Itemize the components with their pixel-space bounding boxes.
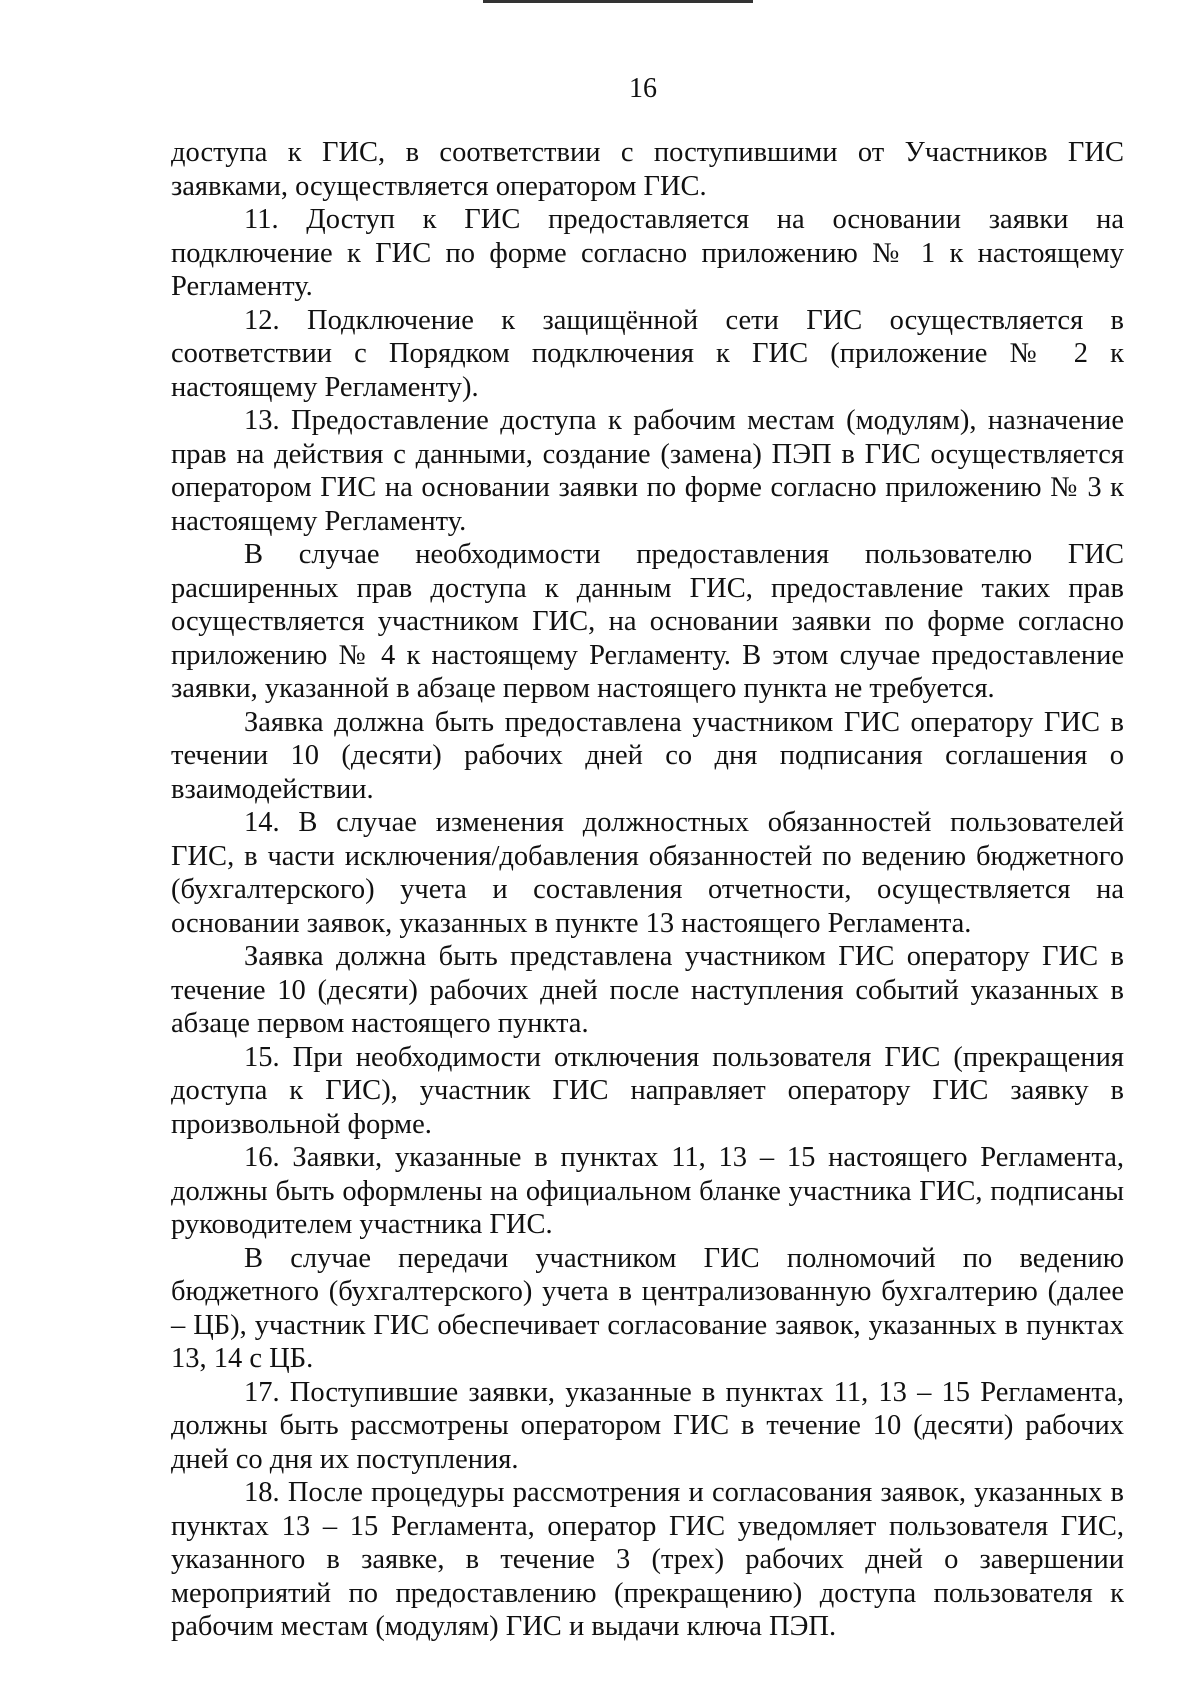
paragraph-item-18: 18. После процедуры рассмотрения и согласования заявок, указанных в пунктах 13 – 15 Регламента, оператор ГИС уведомляет пользователя ГИС, указанного в заявке, в течение 3 (трех) рабочих дней о завершении мероприятий по предоставлению (прекращению) доступа пользователя к рабочим местам (модулям) ГИС и выдачи ключа ПЭП. — [171, 1477, 1124, 1642]
document-body — [171, 136, 1124, 1644]
paragraph-item-16-cb: В случае передачи участником ГИС полномочий по ведению бюджетного (бухгалтерского) учета в централизованную бухгалтерию (далее – ЦБ), участник ГИС обеспечивает согласование заявок, указанных в пунктах 13, 14 с ЦБ. — [171, 1242, 1124, 1374]
paragraph-item-11: 11. Доступ к ГИС предоставляется на основании заявки на подключение к ГИС по форме согласно приложению № 1 к настоящему Регламенту. — [171, 204, 1124, 302]
paragraph-item-17: 17. Поступившие заявки, указанные в пунктах 11, 13 – 15 Регламента, должны быть рассмотрены оператором ГИС в течение 10 (десяти) рабочих дней со дня их поступления. — [171, 1376, 1124, 1475]
paragraph-item-13-extended-rights: В случае необходимости предоставления пользователю ГИС расширенных прав доступа к данным ГИС, предоставление таких прав осуществляется участником ГИС, на основании заявки по форме согласно приложению № 4 к настоящему Регламенту. В этом случае предоставление заявки, указанной в абзаце первом настоящего пункта не требуется. — [171, 539, 1124, 704]
paragraph-item-13: 13. Предоставление доступа к рабочим местам (модулям), назначение прав на действия с данными, создание (замена) ПЭП в ГИС осуществляется оператором ГИС на основании заявки по форме согласно приложению № 3 к настоящему Регламенту. — [171, 405, 1124, 537]
paragraph-item-14: 14. В случае изменения должностных обязанностей пользователей ГИС, в части исключения/добавления обязанностей по ведению бюджетного (бухгалтерского) учета и составления отчетности, осуществляется на основании заявок, указанных в пункте 13 настоящего Регламента. — [171, 807, 1124, 939]
paragraph-item-12: 12. Подключение к защищённой сети ГИС осуществляется в соответствии с Порядком подключения к ГИС (приложение № 2 к настоящему Регламенту). — [171, 304, 1124, 403]
paragraph-item-16: 16. Заявки, указанные в пунктах 11, 13 – 15 настоящего Регламента, должны быть оформлены на официальном бланке участника ГИС, подписаны руководителем участника ГИС. — [171, 1142, 1124, 1240]
page-number: 16 — [629, 73, 657, 104]
paragraph-continuation: доступа к ГИС, в соответствии с поступившими от Участников ГИС заявками, осуществляется оператором ГИС. — [171, 137, 1124, 202]
top-rule — [483, 0, 753, 3]
paragraph-item-13-deadline: Заявка должна быть предоставлена участником ГИС оператору ГИС в течении 10 (десяти) рабочих дней со дня подписания соглашения о взаимодействии. — [171, 706, 1124, 805]
paragraph-item-15: 15. При необходимости отключения пользователя ГИС (прекращения доступа к ГИС), участник ГИС направляет оператору ГИС заявку в произвольной форме. — [171, 1041, 1124, 1140]
paragraph-item-14-deadline: Заявка должна быть представлена участником ГИС оператору ГИС в течение 10 (десяти) рабочих дней после наступления событий указанных в абзаце первом настоящего пункта. — [171, 941, 1124, 1039]
